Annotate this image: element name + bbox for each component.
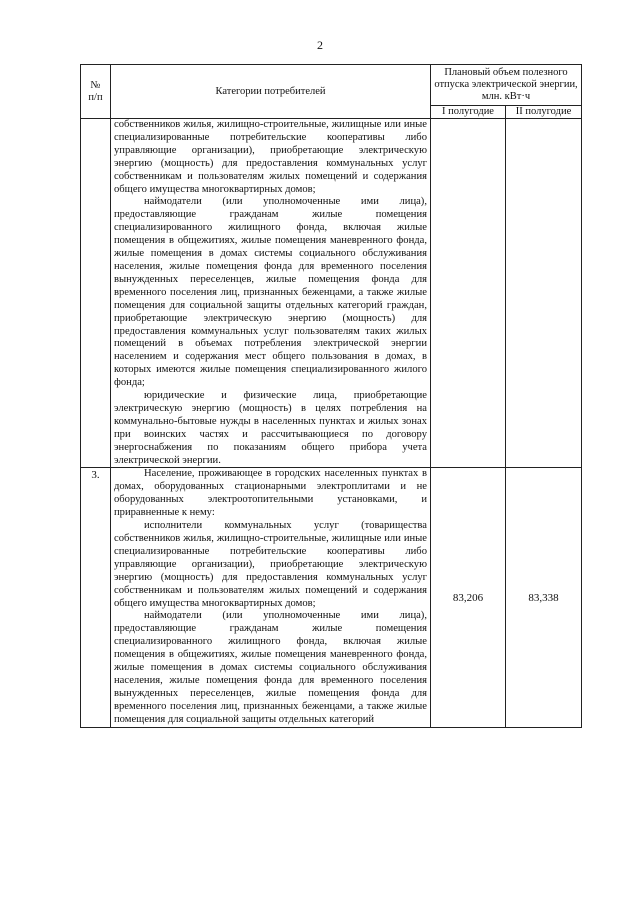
header-number <box>81 65 111 119</box>
row-3-half2-value: 83,338 <box>506 468 582 727</box>
table-header-row <box>81 65 582 106</box>
row-continued-half2 <box>506 119 582 468</box>
row-continued-half1 <box>431 119 506 468</box>
paragraph: Население, проживающее в городских населенных пунктах в домах, оборудованных стационарными электроплитами и не оборудованных электроотопительными установками, и приравненные к нему: <box>114 468 427 519</box>
row-3-half1-value: 83,206 <box>431 468 506 727</box>
header-volume: Плановый объем полезного отпуска электрической энергии, млн. кВт·ч <box>431 65 582 106</box>
paragraph: наймодатели (или уполномоченные ими лица), предоставляющие гражданам жилые помещения специализированного жилищного фонда, включая жилые помещения в общежитиях, жилые помещения маневренного фонда, жилые помещения в домах системы социального обслуживания населения, жилые помещения фонда для временного поселения вынужденных переселенцев, жилые помещения фонда для временного поселения лиц, признанных беженцами, а также жилые помещения для социальной защиты отдельных категорий <box>114 610 427 725</box>
row-3-text <box>111 468 431 727</box>
page-number: 2 <box>317 38 323 52</box>
header-category: Категории потребителей <box>111 65 431 119</box>
row-continued-text <box>111 119 431 468</box>
header-number-label: № п/п <box>88 79 103 103</box>
header-half1: I полугодие <box>431 106 506 119</box>
consumption-table <box>80 64 582 728</box>
table-row-3 <box>81 468 582 727</box>
row-continued-number <box>81 119 111 468</box>
row-3-number: 3. <box>81 468 111 727</box>
paragraph: наймодатели (или уполномоченные ими лица), предоставляющие гражданам жилые помещения специализированного жилищного фонда, включая жилые помещения в общежитиях, жилые помещения маневренного фонда, жилые помещения в домах системы социального обслуживания населения, жилые помещения фонда для временного поселения вынужденных переселенцев, жилые помещения фонда для временного поселения лиц, признанных беженцами, а также жилые помещения для социальной защиты отдельных категорий граждан, приобретающие электрическую энергию (мощность) для предоставления коммунальных услуг пользователям таких жилых помещений в объемах потребления электрической энергии населением и содержания мест общего пользования в домах, в которых имеются жилые помещения специализированного жилого фонда; <box>114 196 427 389</box>
table-row-continued <box>81 119 582 468</box>
paragraph: исполнители коммунальных услуг (товарищества собственников жилья, жилищно-строительные, жилищные или иные специализированные потребительские кооперативы либо управляющие организации), приобретающие электрическую энергию (мощность) для предоставления коммунальных услуг собственникам и пользователям жилых помещений и содержания общего имущества многоквартирных домов; <box>114 520 427 609</box>
paragraph: юридические и физические лица, приобретающие электрическую энергию (мощность) в целях потребления на коммунально-бытовые нужды в населенных пунктах и жилых зонах при воинских частях и рассчитывающиеся по договору энергоснабжения по показаниям общего прибора учета электрической энергии. <box>114 390 427 466</box>
paragraph: собственников жилья, жилищно-строительные, жилищные или иные специализированные потребительские кооперативы либо управляющие организации), приобретающие электрическую энергию (мощность) для предоставления коммунальных услуг собственникам и пользователям жилых помещений и содержания общего имущества многоквартирных домов; <box>114 119 427 195</box>
header-half2: II полугодие <box>506 106 582 119</box>
